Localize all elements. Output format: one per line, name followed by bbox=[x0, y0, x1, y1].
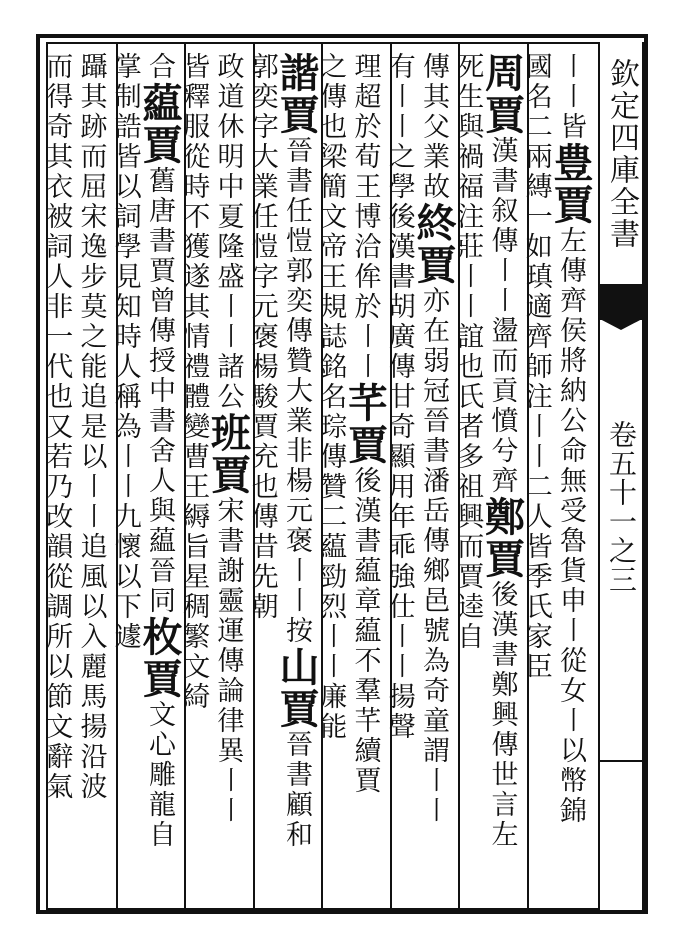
entry-text: 亦在弱冠晉書潘岳傳鄉邑號為奇童謂〡〡 bbox=[418, 286, 449, 826]
entry-headword: 山賈 bbox=[273, 646, 320, 730]
text-column bbox=[341, 52, 389, 902]
volume-label: 卷五十一之三 bbox=[605, 420, 638, 594]
text-column bbox=[452, 52, 491, 902]
entry-text: 漢書叙傳〡〡盪而貢憤兮齊 bbox=[486, 136, 518, 496]
entry-text: 傳其父業故 bbox=[418, 52, 449, 202]
entry-text: 郭奕字大業任愷字元褒楊駿賈充也 bbox=[246, 52, 278, 502]
entry-text: 理超於荀王博洽侔於〡〡 bbox=[349, 52, 381, 382]
entry-text: 掌制誥皆以詞學見知時人稱為〡〡 bbox=[109, 52, 141, 502]
entry-headword: 枚賈 bbox=[136, 616, 183, 700]
text-column bbox=[246, 52, 286, 902]
text-column bbox=[136, 52, 183, 902]
text-column bbox=[520, 52, 560, 902]
entry-text: 皆釋服從時不獲遂其情禮 bbox=[178, 52, 210, 382]
entry-text: 後漢書胡廣傳甘奇顯用年乖強仕〡〡揚聲 bbox=[383, 202, 415, 742]
entry-headword: 終賈 bbox=[410, 202, 457, 286]
text-column bbox=[547, 52, 594, 902]
entry-text: 晉書顧和 bbox=[281, 730, 312, 850]
text-column bbox=[75, 52, 114, 902]
entry-text: 體變曹王縟旨星稠繁文綺 bbox=[178, 382, 210, 712]
text-column bbox=[109, 52, 149, 902]
entry-text: 晉書任愷郭奕傳贊大業非楊元褒〡〡按 bbox=[281, 136, 312, 646]
entry-text: 後漢書鄭興傳世言左 bbox=[486, 580, 518, 850]
entry-text: 舊唐書賈曾傳授中書舍人與藴晉同 bbox=[144, 166, 175, 616]
entry-text: 〡〡皆 bbox=[555, 52, 586, 142]
entry-text: 有〡〡之學 bbox=[383, 52, 415, 202]
entry-headword: 鄭賈 bbox=[478, 496, 526, 580]
text-column bbox=[204, 52, 252, 902]
text-column bbox=[478, 52, 526, 902]
entry-headword: 豊賈 bbox=[547, 142, 594, 226]
entry-text: 後漢書藴章藴不羣芊續賈 bbox=[349, 466, 381, 796]
entry-text: 而得奇其衣被詞人非一代也又若乃改韻從調所以節文辭氣 bbox=[41, 52, 73, 802]
fish-tail-mark bbox=[598, 284, 644, 320]
entry-text: 九懷以下遽 bbox=[109, 502, 141, 652]
entry-headword: 芊賈 bbox=[341, 382, 389, 466]
entry-text: 政道休明中夏隆盛〡〡諸公 bbox=[212, 52, 244, 412]
entry-text: 躡其跡而屈宋逸步莫之能追是以〡〡追風以入麗馬揚沿波 bbox=[75, 52, 107, 802]
entry-text: 死生與禍福注莊〡〡誼也 bbox=[452, 52, 484, 382]
entry-text: 之傳也梁簡文帝王規誌銘名 bbox=[315, 52, 347, 412]
entry-text: 氏者多祖興而賈逵自 bbox=[452, 382, 484, 652]
text-column bbox=[410, 52, 457, 902]
book-title: 欽定四庫全書 bbox=[604, 58, 639, 250]
entry-text: 琮傳贊二藴勁烈〡〡廉能 bbox=[315, 412, 347, 742]
entry-text: 合 bbox=[144, 52, 175, 82]
entry-text: 傳昔先朝 bbox=[246, 502, 278, 622]
entry-headword: 周賈 bbox=[478, 52, 526, 136]
entry-headword: 班賈 bbox=[204, 412, 252, 496]
entry-headword: 藴賈 bbox=[136, 82, 183, 166]
text-column bbox=[315, 52, 354, 902]
entry-text: 左傳齊侯將納公命無受魯貨申〡從女〡以幣錦 bbox=[555, 226, 586, 826]
text-column bbox=[41, 52, 80, 902]
margin-divider bbox=[598, 760, 644, 762]
text-column bbox=[383, 52, 423, 902]
text-column bbox=[178, 52, 217, 902]
entry-text: 二兩縳一如瑱適齊師注〡〡二人皆季氏家臣 bbox=[520, 112, 552, 682]
entry-text: 文心雕龍自 bbox=[144, 700, 175, 850]
entry-headword: 諧賈 bbox=[273, 52, 320, 136]
text-column bbox=[273, 52, 320, 902]
entry-text: 國名 bbox=[520, 52, 552, 112]
entry-text: 宋書謝靈運傳論律異〡〡 bbox=[212, 496, 244, 826]
